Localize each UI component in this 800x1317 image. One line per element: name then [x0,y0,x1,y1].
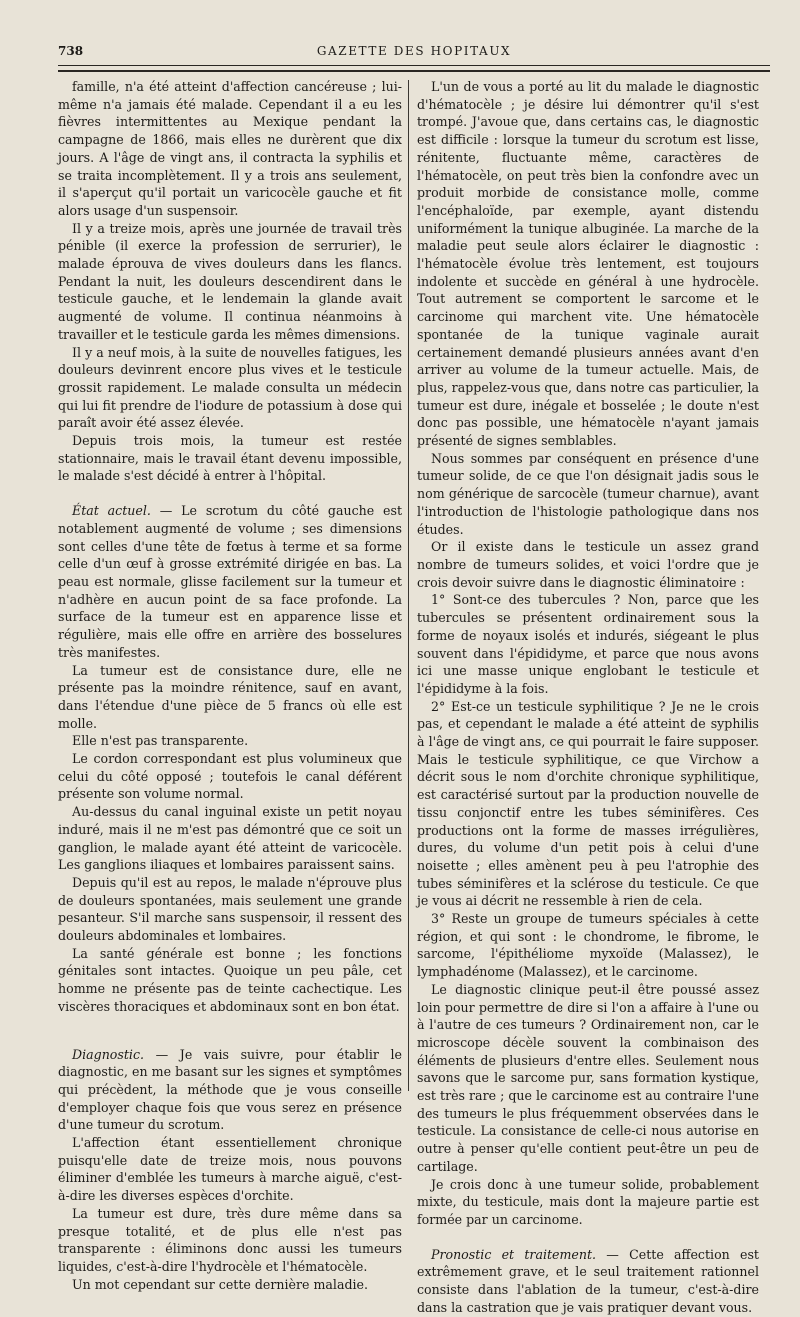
page-number: 738 [58,44,84,58]
paragraph-text: — Cette affection est extrêmement grave, et le seul traitement rationnel consiste dans l'ablation de la tumeur, c'est-à-dire dans la castration que je vais pratiquer devant vous. [417,1246,759,1315]
header-rule-thin [58,65,770,66]
paragraph [58,1134,402,1205]
section-heading: État actuel. [72,503,151,519]
section-heading: Diagnostic. [72,1046,144,1062]
paragraph [58,750,402,803]
paragraph [58,945,402,1016]
paragraph-text: Depuis trois mois, la tumeur est restée stationnaire, mais le travail étant devenu impossible, le malade s'est décidé à entrer à l'hôpital. [58,433,402,484]
paragraph-text: — Le scrotum du côté gauche est notablement augmenté de volume ; ses dimensions sont celles d'une tête de fœtus à terme et sa forme celle d'un œuf à grosse extrémité dirigée en bas. La peau est normale, glisse facilement sur la tumeur et n'adhère en aucun point de sa face profonde. La surface de la tumeur est en apparence lisse et régulière, mais elle offre en arrière des bosselures très manifestes. [58,503,403,660]
paragraph-text: 1° Sont-ce des tubercules ? Non, parce que les tubercules se présentent ordinairement sous la forme de noyaux isolés et indurés, siégeant le plus souvent dans l'épididyme, et parce que nous avons ici une masse unique englobant le testicule et l'épididyme à la fois. [417,592,759,696]
paragraph [417,450,759,539]
paragraph-text: L'un de vous a porté au lit du malade le diagnostic d'hématocèle ; je désire lui démontrer qu'il s'est trompé. J'avoue que, dans certains cas, le diagnostic est difficile : lorsque la tumeur du scrotum est lisse, rénitente, fluctuante même, caractères de l'hématocèle, on peut très bien la confondre avec un produit morbide de consistance molle, comme l'encéphaloïde, par exemple, ayant distendu uniformément la tunique albuginée. La marche de la maladie peut seule alors éclairer le diagnostic : l'hématocèle évolue très lentement, est toujours indolente et succède en général à une hydrocèle. Tout autrement se comportent le sarcome et le carcinome qui marchent vite. Une hématocèle spontanée de la tunique vaginale aurait certainement demandé plusieurs années avant d'en arriver au volume de la tumeur actuelle. Mais, de plus, rappelez-vous que, dans notre cas particulier, la tumeur est dure, inégale et bosselée ; le doute n'est donc pas possible, une hématocèle n'ayant jamais présenté de signes semblables. [417,79,759,449]
paragraph-text: La tumeur est de consistance dure, elle ne présente pas la moindre rénitence, sauf en avant, dans l'étendue d'une pièce de 5 francs où elle est molle. [58,662,402,731]
paragraph [58,803,402,874]
right-column [409,78,759,1315]
paragraph-text: Le cordon correspondant est plus volumineux que celui du côté opposé ; toutefois le canal déférent présente son volume normal. [58,751,402,802]
journal-title: GAZETTE DES HOPITAUX [316,44,512,58]
paragraph-text: famille, n'a été atteint d'affection cancéreuse ; lui-même n'a jamais été malade. Cependant il a eu les fièvres intermittentes au Mexique pendant la campagne de 1866, mais elles ne durèrent que dix jours. A l'âge de vingt ans, il contracta la syphilis et se traita incomplètement. Il y a trois ans seulement, il s'aperçut qu'il portait un varicocèle gauche et fit alors usage d'un suspensoir. [58,79,402,218]
paragraph [417,698,759,910]
paragraph-text: Elle n'est pas transparente. [72,733,249,749]
section-heading: Pronostic et traitement. [431,1246,597,1262]
paragraph-text: Or il existe dans le testicule un assez grand nombre de tumeurs solides, et voici l'ordre que je crois devoir suivre dans le diagnostic éliminatoire : [417,539,759,590]
paragraph [58,502,402,661]
paragraph-text: Il y a treize mois, après une journée de travail très pénible (il exerce la profession de serrurier), le malade éprouva de vives douleurs dans les flancs. Pendant la nuit, les douleurs descendirent dans le testicule gauche, et le lendemain la glande avait augmenté de volume. Il continua néanmoins à travailler et le testicule garda les mêmes dimensions. [58,220,402,342]
paragraph-text: Au-dessus du canal inguinal existe un petit noyau induré, mais il ne m'est pas démontré que ce soit un ganglion, le malade ayant été atteint de varicocèle. Les ganglions iliaques et lombaires paraissent sains. [58,804,402,873]
paragraph [417,591,759,697]
paragraph [58,662,402,733]
article-columns [58,78,770,1315]
paragraph [58,1205,402,1276]
left-column [58,78,408,1292]
paragraph [58,874,402,945]
paragraph [417,538,759,591]
paragraph-text: 2° Est-ce un testicule syphilitique ? Je ne le crois pas, et cependant le malade a été atteint de syphilis à l'âge de vingt ans, ce qui pourrait le faire supposer. Mais le testicule syphilitique, ce que Virchow a décrit sous le nom d'orchite chronique syphilitique, est caractérisé surtout par la production nouvelle de tissu conjonctif entre les tubes séminifères. Ces productions ont la forme de masses irrégulières, dures, du volume d'un petit pois à celui d'une noisette ; elles amènent peu à peu l'atrophie des tubes séminifères et la sclérose du testicule. Ce que je vous ai décrit ne ressemble à rien de cela. [417,698,759,909]
paragraph [58,78,402,220]
paragraph-text: Le diagnostic clinique peut-il être poussé assez loin pour permettre de dire si l'on a affaire à l'une ou à l'autre de ces tumeurs ? Ordinairement non, car le microscope décèle souvent la combinaison des éléments de plusieurs d'entre elles. Seulement nous savons que le sarcome pur, sans formation kystique, est très rare ; que le carcinome est au contraire l'une des tumeurs le plus fréquemment observées dans le testicule. La consistance de celle-ci nous autorise en outre à penser qu'elle contient peut-être un peu de cartilage. [417,981,759,1174]
paragraph-text: L'affection étant essentiellement chronique puisqu'elle date de treize mois, nous pouvons éliminer d'emblée les tumeurs à marche aiguë, c'est-à-dire les diverses espèces d'orchite. [58,1135,402,1204]
paragraph-text: Je crois donc à une tumeur solide, probablement mixte, du testicule, mais dont la majeure partie est formée par un carcinome. [417,1176,759,1227]
paragraph-text: Il y a neuf mois, à la suite de nouvelles fatigues, les douleurs devinrent encore plus vives et le testicule grossit rapidement. Le malade consulta un médecin qui lui fit prendre de l'iodure de potassium à dose qui paraît avoir été assez élevée. [58,344,402,431]
paragraph [58,344,402,433]
paragraph-text: La santé générale est bonne ; les fonctions génitales sont intactes. Quoique un peu pâle, cet homme ne présente pas de teinte cachectique. Les viscères thoraciques et abdominaux sont en bon état. [58,945,402,1014]
paragraph-text: Un mot cependant sur cette dernière maladie. [72,1276,369,1292]
paragraph [417,910,759,981]
page-header [58,44,770,64]
paragraph-text: 3° Reste un groupe de tumeurs spéciales à cette région, et qui sont : le chondrome, le fibrome, le sarcome, l'épithéliome myxoïde (Malassez), le lymphadénome (Malassez), et le carcinome. [417,911,759,980]
paragraph-text: Nous sommes par conséquent en présence d'une tumeur solide, de ce que l'on désignait jadis sous le nom générique de sarcocèle (tumeur charnue), avant l'introduction de l'histologie pathologique dans nos études. [417,450,759,537]
paragraph [58,1276,402,1294]
paragraph [417,1176,759,1229]
paragraph [58,220,402,344]
paragraph [58,732,402,750]
paragraph-text: La tumeur est dure, très dure même dans sa presque totalité, et de plus elle n'est pas transparente : éliminons donc aussi les tumeurs liquides, c'est-à-dire l'hydrocèle et l'hématocèle. [58,1205,402,1274]
paragraph-text: — Je vais suivre, pour établir le diagnostic, en me basant sur les signes et symptômes qui précèdent, la méthode que je vous conseille d'employer chaque fois que vous serez en présence d'une tumeur du scrotum. [58,1046,402,1133]
paragraph-text: Depuis qu'il est au repos, le malade n'éprouve plus de douleurs spontanées, mais seulement une grande pesanteur. S'il marche sans suspensoir, il ressent des douleurs abdominales et lombaires. [58,874,402,944]
paragraph [58,1046,402,1135]
paragraph [58,432,402,485]
paragraph [417,981,759,1176]
paragraph [417,78,759,450]
paragraph [417,1246,759,1317]
header-rule-thick [58,70,770,72]
